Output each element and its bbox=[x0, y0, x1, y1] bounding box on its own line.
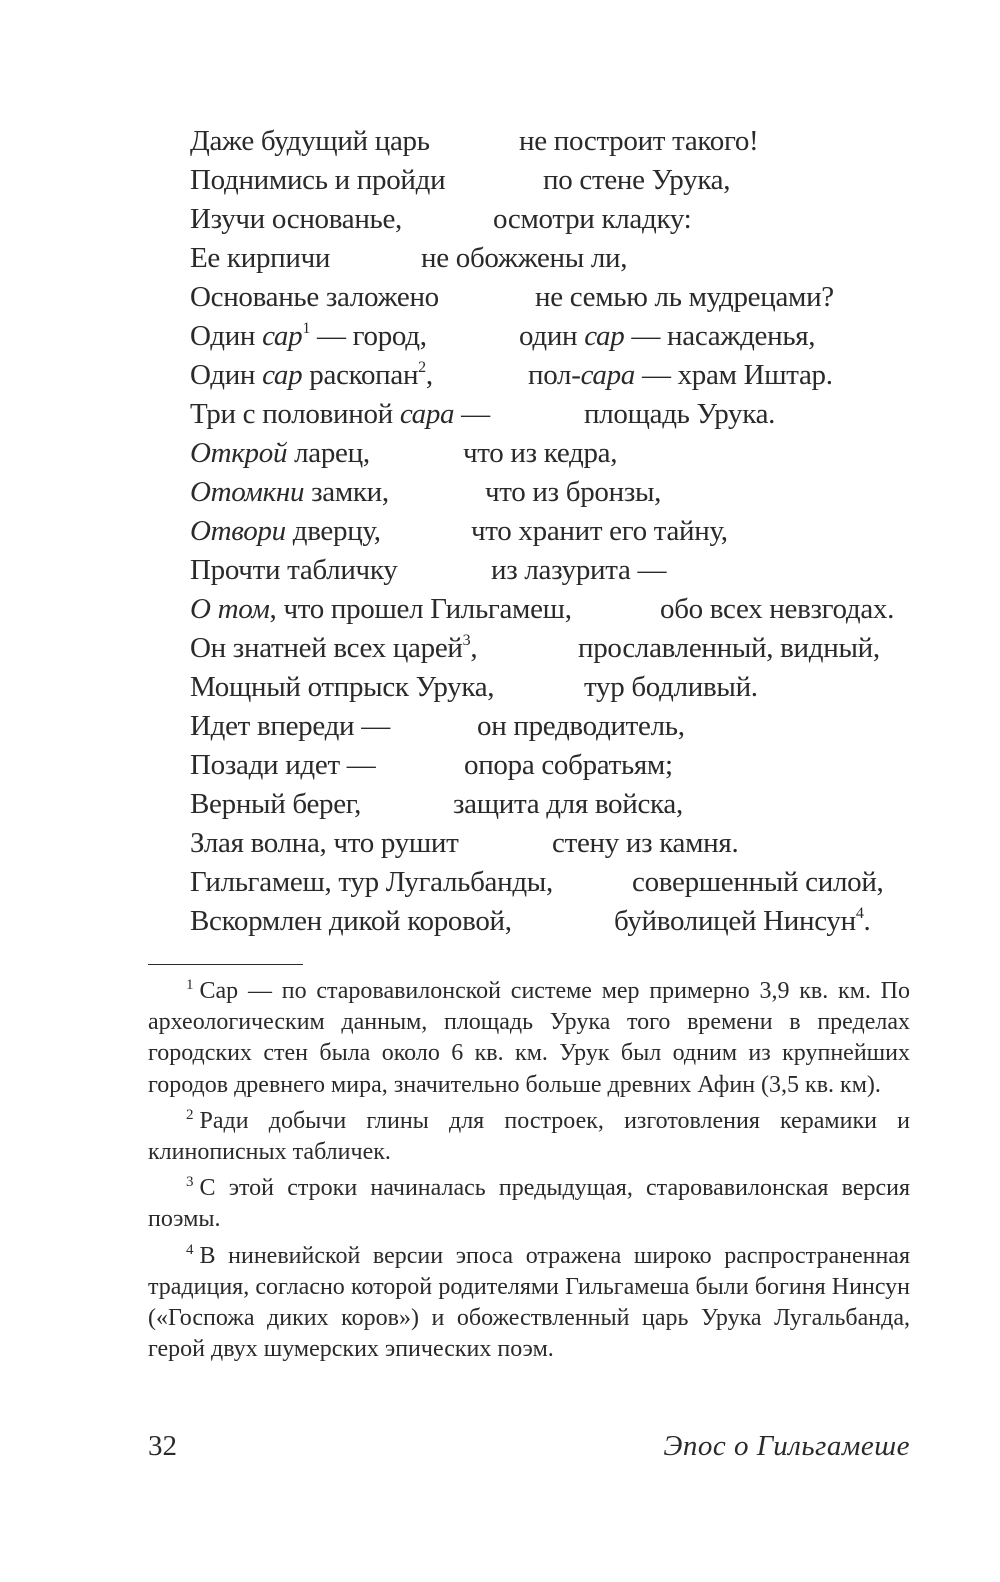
poem-line bbox=[0, 277, 1000, 317]
hemistich-2: он предводитель, bbox=[477, 710, 685, 742]
hemistich-2: не семью ль мудрецами? bbox=[535, 281, 834, 313]
hemistich-1: Вскормлен дикой коровой, bbox=[190, 905, 512, 937]
hemistich-2: что из бронзы, bbox=[485, 476, 662, 508]
footnote bbox=[148, 976, 910, 1101]
poem-line bbox=[0, 550, 1000, 590]
hemistich-1: Прочти табличку bbox=[190, 554, 398, 586]
page-number: 32 bbox=[148, 1430, 177, 1462]
hemistich-2: буйволицей Нинсун$^4$. bbox=[614, 905, 871, 937]
footnote bbox=[148, 1241, 910, 1366]
footnote-ref: 2 bbox=[418, 359, 426, 376]
footnote-ref: 4 bbox=[855, 905, 864, 922]
poem-line bbox=[0, 199, 1000, 239]
footnote-text: Ради добычи глины для построек, изготовления керамики и клинописных табличек. bbox=[148, 1107, 910, 1166]
hemistich-1: О том, что прошел Гильгамеш, bbox=[190, 593, 572, 625]
hemistich-2: опора собратьям; bbox=[464, 749, 673, 781]
hemistich-1: Отомкни замки, bbox=[190, 476, 389, 508]
poem-line bbox=[0, 160, 1000, 200]
hemistich-2: что из кедра, bbox=[463, 437, 618, 469]
poem-line bbox=[0, 706, 1000, 746]
poem-line bbox=[0, 433, 1000, 473]
poem-line bbox=[0, 823, 1000, 863]
hemistich-1: Основанье заложено bbox=[190, 281, 439, 313]
poem-line bbox=[0, 862, 1000, 902]
poem-line bbox=[0, 472, 1000, 512]
footnote-text: Сар — по старовавилонской системе мер примерно 3,9 кв. км. По археологическим данным, площадь Урука того времени в пределах городских стен была около 6 кв. км. Урук был одним из крупнейших городов древнего мира, значительно больше древних Афин (3,5 кв. км). bbox=[148, 978, 910, 1098]
hemistich-2: площадь Урука. bbox=[584, 398, 776, 430]
footnotes bbox=[148, 976, 910, 1370]
hemistich-2: из лазурита — bbox=[491, 554, 667, 586]
hemistich-1: Он знатней всех царей$^3$, bbox=[190, 632, 478, 664]
hemistich-2: тур бодливый. bbox=[584, 671, 758, 703]
hemistich-2: по стене Урука, bbox=[543, 164, 731, 196]
hemistich-2: пол-сара — храм Иштар. bbox=[528, 359, 833, 391]
hemistich-1: Верный берег, bbox=[190, 788, 362, 820]
footnote-ref: 3 bbox=[462, 632, 471, 649]
hemistich-2: совершенный силой, bbox=[632, 866, 884, 898]
footnote-number: 4 bbox=[186, 1241, 194, 1258]
hemistich-2: осмотри кладку: bbox=[493, 203, 692, 235]
footnote bbox=[148, 1106, 910, 1168]
hemistich-1: Один сар раскопан$^2$, bbox=[190, 359, 433, 391]
poem-line bbox=[0, 901, 1000, 941]
hemistich-1: Открой ларец, bbox=[190, 437, 370, 469]
poem-line bbox=[0, 121, 1000, 161]
poem-line bbox=[0, 316, 1000, 356]
footnote bbox=[148, 1173, 910, 1235]
hemistich-1: Гильгамеш, тур Лугальбанды, bbox=[190, 866, 553, 898]
hemistich-1: Ее кирпичи bbox=[190, 242, 331, 274]
running-title: Эпос о Гильгамеше bbox=[663, 1430, 910, 1462]
hemistich-2: что хранит его тайну, bbox=[471, 515, 728, 547]
footnote-number: 3 bbox=[186, 1174, 194, 1191]
footnote-number: 2 bbox=[186, 1106, 194, 1123]
poem-line bbox=[0, 745, 1000, 785]
hemistich-2: обо всех невзгодах. bbox=[660, 593, 895, 625]
hemistich-1: Один сар$^1$ — город, bbox=[190, 320, 427, 352]
hemistich-1: Отвори дверцу, bbox=[190, 515, 381, 547]
footnote-text: С этой строки начиналась предыдущая, старовавилонская версия поэмы. bbox=[148, 1175, 910, 1233]
hemistich-1: Идет впереди — bbox=[190, 710, 390, 742]
poem-line bbox=[0, 667, 1000, 707]
hemistich-2: стену из камня. bbox=[552, 827, 739, 859]
hemistich-1: Поднимись и пройди bbox=[190, 164, 446, 196]
poem-line bbox=[0, 355, 1000, 395]
hemistich-1: Изучи основанье, bbox=[190, 203, 403, 235]
hemistich-1: Три с половиной сара — bbox=[190, 398, 490, 430]
poem-line bbox=[0, 589, 1000, 629]
footnote-text: В ниневийской версии эпоса отражена широко распространенная традиция, согласно которой родителями Гильгамеша были богиня Нинсун («Госпожа диких коров») и обожествленный царь Урука Лугальбанда, герой двух шумерских эпических поэм. bbox=[148, 1242, 910, 1363]
hemistich-1: Позади идет — bbox=[190, 749, 376, 781]
poem-line bbox=[0, 238, 1000, 278]
poem-line bbox=[0, 511, 1000, 551]
poem-line bbox=[0, 628, 1000, 668]
hemistich-1: Злая волна, что рушит bbox=[190, 827, 459, 859]
poem-line bbox=[0, 784, 1000, 824]
poem-line bbox=[0, 394, 1000, 434]
hemistich-2: один сар — насажденья, bbox=[519, 320, 816, 352]
footnote-ref: 1 bbox=[302, 320, 311, 337]
hemistich-2: не построит такого! bbox=[519, 125, 759, 157]
hemistich-2: прославленный, видный, bbox=[578, 632, 880, 664]
hemistich-2: защита для войска, bbox=[453, 788, 683, 820]
hemistich-1: Мощный отпрыск Урука, bbox=[190, 671, 495, 703]
hemistich-2: не обожжены ли, bbox=[421, 242, 628, 274]
footnote-number: 1 bbox=[186, 977, 194, 993]
footnote-separator bbox=[148, 964, 303, 965]
hemistich-1: Даже будущий царь bbox=[190, 125, 430, 157]
